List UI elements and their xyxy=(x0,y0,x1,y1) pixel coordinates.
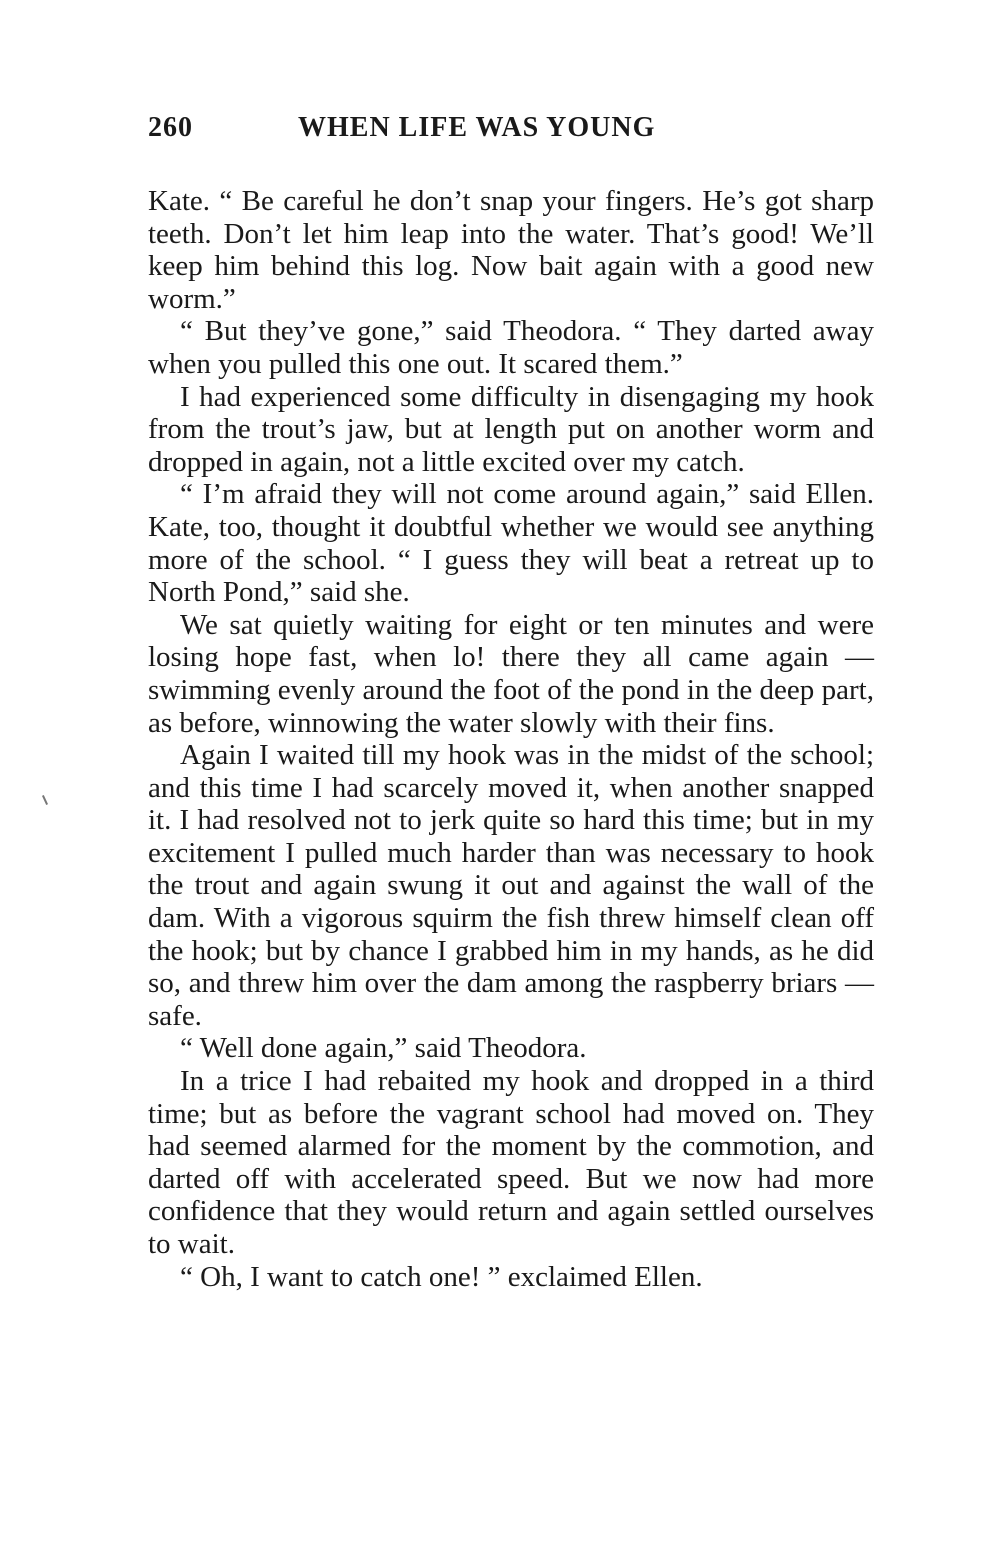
paragraph: “ But they’ve gone,” said Theodora. “ They darted away when you pulled this one out. It scared them.” xyxy=(148,315,874,380)
paragraph: I had experienced some difficulty in disengaging my hook from the trout’s jaw, but at length put on another worm and dropped in again, not a little excited over my catch. xyxy=(148,380,874,478)
paragraph: “ Well done again,” said Theodora. xyxy=(180,1032,587,1065)
body-text xyxy=(148,185,874,1293)
paragraph: Again I waited till my hook was in the midst of the school; and this time I had scarcely moved it, when another snapped it. I had resolved not to jerk quite so hard this time; but in my excitement I pulled much harder than was necessary to hook the trout and again swung it out and against the wall of the dam. With a vigorous squirm the fish threw himself clean off the hook; but by chance I grabbed him in my hands, as he did so, and threw him over the dam among the raspberry briars — safe. xyxy=(148,739,874,1032)
paragraph: We sat quietly waiting for eight or ten minutes and were losing hope fast, when lo! there they all came again — swimming evenly around the foot of the pond in the deep part, as before, winnowing the water slowly with their fins. xyxy=(148,608,874,739)
paragraph: “ Oh, I want to catch one! ” exclaimed Ellen. xyxy=(180,1260,703,1293)
stray-ink-mark xyxy=(42,795,48,805)
paragraph-continuation: Kate. “ Be careful he don’t snap your fingers. He’s got sharp teeth. Don’t let him leap into the water. That’s good! We’ll keep him behind this log. Now bait again with a good new worm.” xyxy=(148,185,874,315)
paragraph: In a trice I had rebaited my hook and dropped in a third time; but as before the vagrant school had moved on. They had seemed alarmed for the moment by the commotion, and darted off with accelerated speed. But we now had more confidence that they would return and again settled ourselves to wait. xyxy=(148,1065,874,1260)
paragraph: “ I’m afraid they will not come around again,” said Ellen. Kate, too, thought it doubtful whether we would see anything more of the school. “ I guess they will beat a retreat up to North Pond,” said she. xyxy=(148,478,874,609)
running-head xyxy=(148,112,738,156)
page-number: 260 xyxy=(148,112,193,143)
running-title: WHEN LIFE WAS YOUNG xyxy=(298,112,656,143)
